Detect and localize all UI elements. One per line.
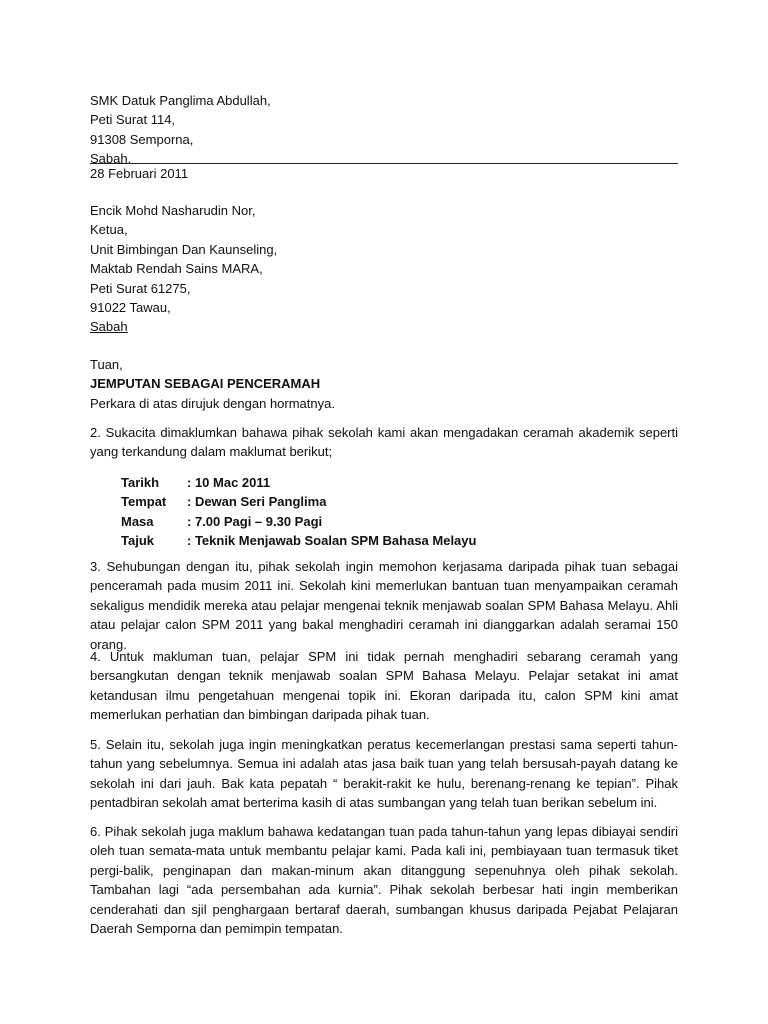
recipient-address xyxy=(90,201,277,337)
detail-row-venue xyxy=(121,492,476,511)
recipient-last-line: Sabah xyxy=(90,319,128,335)
detail-row-topic xyxy=(121,531,476,550)
detail-key: Masa xyxy=(121,513,154,529)
detail-row-time xyxy=(121,512,476,531)
recipient-line: Ketua, xyxy=(90,222,128,238)
recipient-line: Peti Surat 61275, xyxy=(90,280,191,296)
detail-value: : 10 Mac 2011 xyxy=(187,475,271,490)
greeting-block xyxy=(90,355,678,413)
detail-value: : 7.00 Pagi – 9.30 Pagi xyxy=(187,513,323,529)
detail-key: Tarikh xyxy=(121,475,160,490)
recipient-line: Unit Bimbingan Dan Kaunseling, xyxy=(90,241,278,257)
recipient-line: Encik Mohd Nasharudin Nor, xyxy=(90,203,256,218)
detail-key: Tajuk xyxy=(121,533,154,549)
sender-line: SMK Datuk Panglima Abdullah, xyxy=(90,93,271,108)
detail-row-date xyxy=(121,473,476,492)
reference-line: Perkara di atas dirujuk dengan hormatnya. xyxy=(90,395,335,411)
sender-line: Peti Surat 114, xyxy=(90,112,176,128)
salutation: Tuan, xyxy=(90,357,123,372)
sender-address xyxy=(90,91,271,169)
detail-value: : Teknik Menjawab Soalan SPM Bahasa Melayu xyxy=(187,533,477,549)
subject-heading: JEMPUTAN SEBAGAI PENCERAMAH xyxy=(90,376,321,392)
paragraph-5: 5. Selain itu, sekolah juga ingin meningkatkan peratus kecemerlangan prestasi sama seperti tahun-tahun yang sebelumnya. Semua ini adalah atas jasa baik tuan yang telah bersusah-payah datang ke sekolah ini dari jauh. Bak kata pepatah “ berakit-rakit ke hulu, berenang-renang ke tepian”. Pihak pentadbiran sekolah amat berterima kasih di atas sumbangan yang telah tuan berikan sebelum ini. xyxy=(90,737,678,811)
sender-line: 91308 Semporna, xyxy=(90,131,194,147)
event-details xyxy=(121,473,476,551)
recipient-line: Maktab Rendah Sains MARA, xyxy=(90,261,263,277)
paragraph-4: 4. Untuk makluman tuan, pelajar SPM ini tidak pernah menghadiri sebarang ceramah yang bersangkutan dengan teknik menjawab soalan SPM Bahasa Melayu. Pelajar setakat ini amat ketandusan ilmu pengetahuan mengenai topik ini. Ekoran daripada itu, calon SPM kini amat memerlukan perhatian dan bimbingan daripada pihak tuan. xyxy=(90,649,678,723)
sender-line: Sabah. xyxy=(90,151,132,167)
recipient-line: 91022 Tawau, xyxy=(90,300,171,316)
paragraph-6: 6. Pihak sekolah juga maklum bahawa kedatangan tuan pada tahun-tahun yang lepas dibiayai sendiri oleh tuan semata-mata untuk membantu pelajar kami. Pada kali ini, pembiayaan tuan termasuk tiket pergi-balik, penginapan dan makan-minum akan ditanggung sepenuhnya oleh pihak sekolah. Tambahan lagi “ada persembahan ada kurnia”. Pihak sekolah berbesar hati ingin memberikan cenderahati dan sjil penghargaan bertaraf daerah, sumbangan khusus daripada Pejabat Pelajaran Daerah Semporna dan pemimpin tempatan. xyxy=(90,824,678,937)
detail-key: Tempat xyxy=(121,494,167,510)
detail-value: : Dewan Seri Panglima xyxy=(187,494,327,510)
paragraph-2: 2. Sukacita dimaklumkan bahawa pihak sekolah kami akan mengadakan ceramah akademik seperti yang terkandung dalam maklumat berikut; xyxy=(90,425,678,460)
paragraph-3: 3. Sehubungan dengan itu, pihak sekolah ingin memohon kerjasama daripada pihak tuan sebagai penceramah pada musim 2011 ini. Sekolah kini memerlukan bantuan tuan menyampaikan ceramah sekaligus mendidik mereka atau pelajar mengenai teknik menjawab soalan SPM Bahasa Melayu. Ahli atau pelajar calon SPM 2011 yang bakal menghadiri ceramah ini dianggarkan adalah seramai 150 orang. xyxy=(90,559,678,652)
letter-date: 28 Februari 2011 xyxy=(90,166,189,181)
